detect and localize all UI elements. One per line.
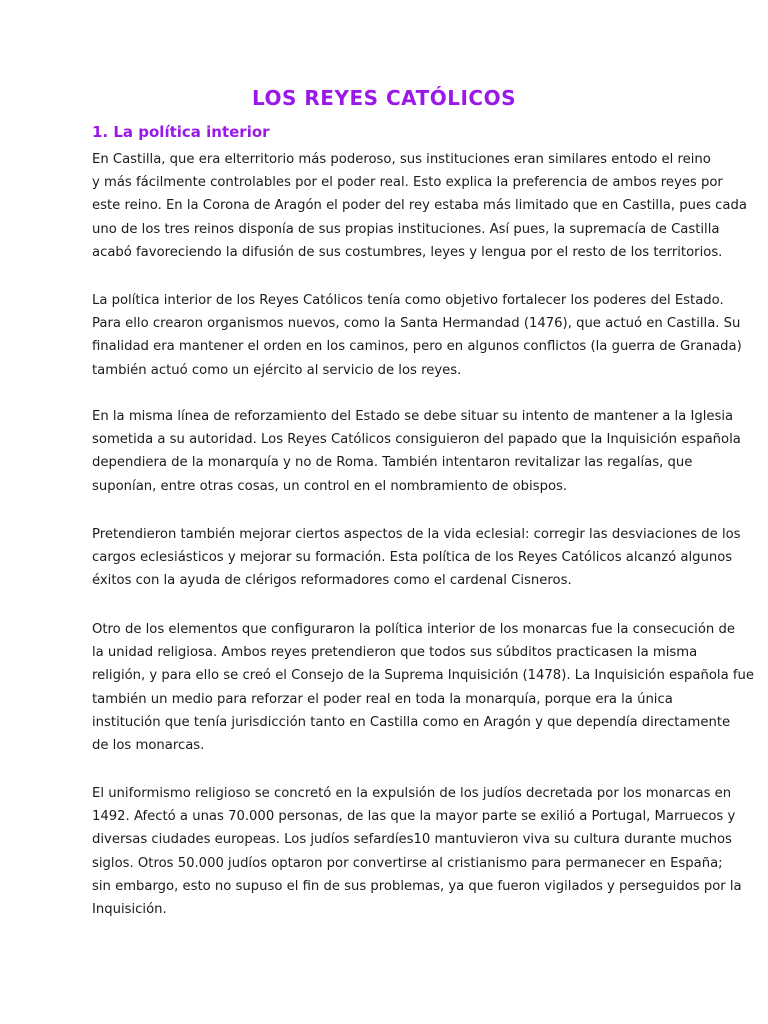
paragraph-line: Inquisición. [92,901,167,917]
paragraph-line: El uniformismo religioso se concretó en la expulsión de los judíos decretada por los monarcas en [92,786,732,801]
paragraph-6 [92,782,742,921]
paragraph-line: La política interior de los Reyes Católicos tenía como objetivo fortalecer los poderes del Estado. [92,293,724,308]
paragraph-line: uno de los tres reinos disponía de sus propias instituciones. Así pues, la supremacía de Castilla [92,221,720,237]
paragraph-line: también un medio para reforzar el poder real en toda la monarquía, porque era la única [92,691,673,707]
paragraph-line: dependiera de la monarquía y no de Roma. También intentaron revitalizar las regalías, que [92,455,693,471]
paragraph-line: Pretendieron también mejorar ciertos aspectos de la vida eclesial: corregir las desviaciones de los [92,527,741,542]
paragraph-line: Otro de los elementos que configuraron la política interior de los monarcas fue la consecución de [92,622,735,637]
paragraph-line: Para ello crearon organismos nuevos, como la Santa Hermandad (1476), que actuó en Castilla. Su [92,316,741,332]
paragraph-1 [92,148,747,264]
paragraph-line: En la misma línea de reforzamiento del Estado se debe situar su intento de mantener a la Iglesia [92,409,734,424]
paragraph-5 [92,618,754,757]
paragraph-2 [92,289,742,382]
paragraph-line: este reino. En la Corona de Aragón el poder del rey estaba más limitado que en Castilla, pues cada [92,198,747,214]
paragraph-line: diversas ciudades europeas. Los judíos sefardíes10 mantuvieron viva su cultura durante muchos [92,832,732,848]
paragraph-line: finalidad era mantener el orden en los caminos, pero en algunos conflictos (la guerra de Granada) [92,339,742,355]
paragraph-line: y más fácilmente controlables por el poder real. Esto explica la preferencia de ambos reyes por [92,175,723,191]
paragraph-line: también actuó como un ejército al servicio de los reyes. [92,362,462,378]
paragraph-line: En Castilla, que era elterritorio más poderoso, sus instituciones eran similares entodo el reino [92,152,711,167]
document-title: LOS REYES CATÓLICOS [252,86,516,110]
paragraph-line: suponían, entre otras cosas, un control en el nombramiento de obispos. [92,478,568,494]
section-heading: 1. La política interior [92,123,270,141]
paragraph-4 [92,523,741,593]
paragraph-line: 1492. Afectó a unas 70.000 personas, de las que la mayor parte se exilió a Portugal, Marruecos y [92,809,736,825]
paragraph-line: la unidad religiosa. Ambos reyes pretendieron que todos sus súbditos practicasen la misma [92,645,698,661]
paragraph-line: sin embargo, esto no supuso el fin de sus problemas, ya que fueron vigilados y perseguidos por la [92,878,742,894]
paragraph-line: cargos eclesiásticos y mejorar su formación. Esta política de los Reyes Católicos alcanzó algunos [92,550,733,566]
paragraph-line: sometida a su autoridad. Los Reyes Católicos consiguieron del papado que la Inquisición española [92,432,741,448]
paragraph-line: acabó favoreciendo la difusión de sus costumbres, leyes y lengua por el resto de los territorios. [92,244,723,260]
paragraph-line: institución que tenía jurisdicción tanto en Castilla como en Aragón y que dependía directamente [92,714,731,730]
paragraph-line: éxitos con la ayuda de clérigos reformadores como el cardenal Cisneros. [92,573,572,589]
paragraph-line: religión, y para ello se creó el Consejo de la Suprema Inquisición (1478). La Inquisición española fue [92,668,754,684]
paragraph-line: siglos. Otros 50.000 judíos optaron por convertirse al cristianismo para permanecer en España; [92,855,723,871]
paragraph-line: de los monarcas. [92,737,205,753]
paragraph-3 [92,405,741,498]
